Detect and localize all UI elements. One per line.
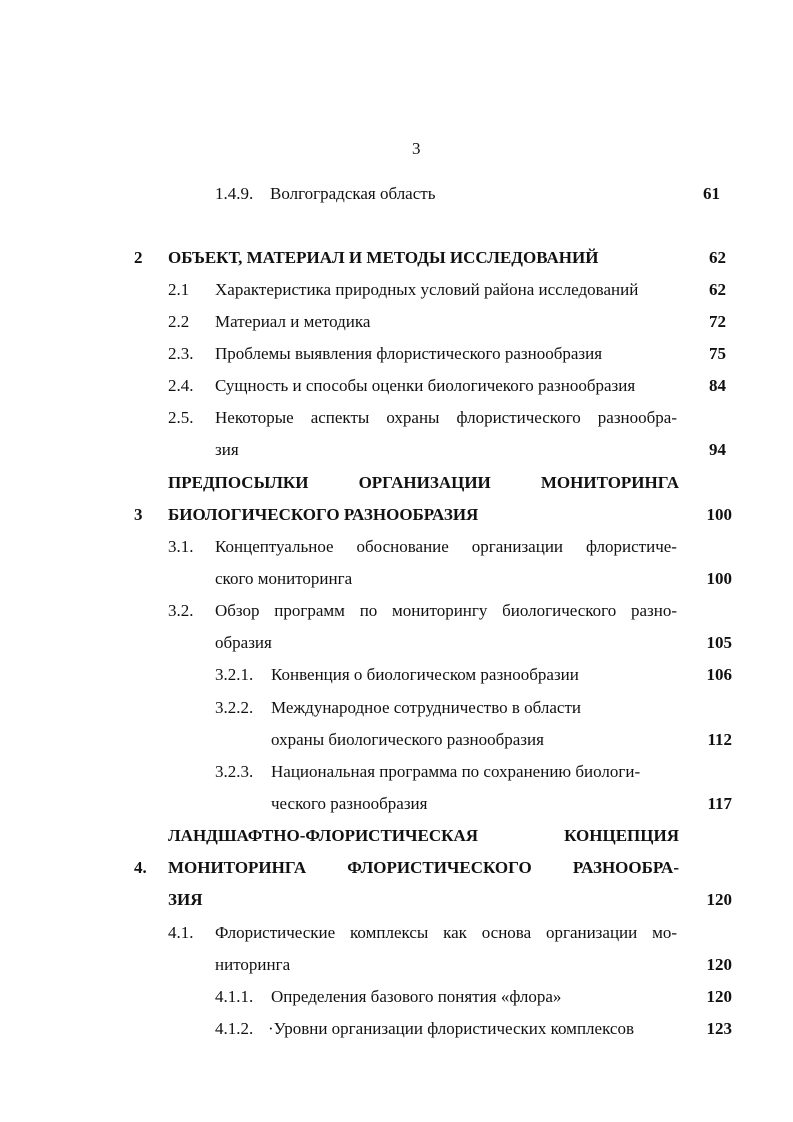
entry-title-line-1: Международное сотрудничество в области: [271, 698, 582, 717]
entry-page: 72: [709, 312, 726, 331]
entry-page: 84: [709, 376, 726, 395]
entry-page: 117: [707, 794, 732, 813]
chapter-page: 100: [706, 505, 732, 524]
chapter-page: 62: [709, 248, 726, 267]
entry-number: 1.4.9.: [215, 184, 254, 203]
entry-page: 112: [707, 730, 732, 749]
entry-page: 75: [709, 344, 726, 363]
entry-page: 120: [706, 955, 732, 974]
entry-number: 3.1.: [168, 537, 194, 556]
word: ОРГАНИЗАЦИИ: [358, 473, 491, 492]
word: Флористические: [215, 923, 336, 942]
entry-page: 94: [709, 440, 726, 459]
entry-title-line-2: охраны биологического разнообразия: [271, 730, 544, 749]
word: разнообра-: [597, 408, 677, 427]
entry-page: 61: [703, 184, 720, 203]
entry-title: Материал и методика: [215, 312, 371, 331]
entry-title: Конвенция о биологическом разнообразии: [271, 665, 579, 684]
entry-title-line-1: [215, 407, 677, 429]
entry-number: 4.1.: [168, 923, 194, 942]
word: охраны: [386, 408, 440, 427]
entry-number: 2.5.: [168, 408, 194, 427]
entry-number: 4.1.1.: [215, 987, 254, 1006]
entry-number: 3.2.1.: [215, 665, 254, 684]
word: Обзор: [215, 601, 260, 620]
word: флористиче-: [585, 537, 677, 556]
entry-page: 123: [706, 1019, 732, 1038]
word: мониторингу: [392, 601, 488, 620]
chapter-number: 2: [134, 248, 143, 267]
word: по: [359, 601, 378, 620]
word: КОНЦЕПЦИЯ: [564, 826, 679, 845]
word: основа: [481, 923, 532, 942]
word: ПРЕДПОСЫЛКИ: [168, 473, 309, 492]
entry-number: 2.3.: [168, 344, 194, 363]
word: РАЗНООБРА-: [572, 858, 679, 877]
entry-page: 120: [706, 987, 732, 1006]
entry-title-line-2: ческого разнообразия: [271, 794, 428, 813]
entry-title-line-1: Национальная программа по сохранению биологи-: [271, 762, 641, 781]
word: ФЛОРИСТИЧЕСКОГО: [347, 858, 532, 877]
word: комплексы: [350, 923, 429, 942]
chapter-title-line-1: [168, 825, 679, 847]
chapter-title: ОБЪЕКТ, МАТЕРИАЛ И МЕТОДЫ ИССЛЕДОВАНИЙ: [168, 248, 599, 267]
entry-page: 106: [706, 665, 732, 684]
entry-title: Волгоградская область: [270, 184, 436, 203]
word: Концептуальное: [215, 537, 334, 556]
entry-title-line-1: [215, 600, 677, 622]
page-number: 3: [412, 139, 421, 158]
entry-title-line-2: зия: [215, 440, 239, 459]
word: Некоторые: [215, 408, 294, 427]
chapter-title-line-2: БИОЛОГИЧЕСКОГО РАЗНООБРАЗИЯ: [168, 505, 479, 524]
entry-title: ·Уровни организации флористических комплексов: [268, 1019, 634, 1038]
word: организации: [545, 923, 638, 942]
chapter-title-line-2: [168, 857, 679, 879]
entry-title-line-2: ского мониторинга: [215, 569, 353, 588]
entry-page: 100: [706, 569, 732, 588]
word: ЛАНДШАФТНО-ФЛОРИСТИЧЕСКАЯ: [168, 826, 478, 845]
entry-title-line-2: образия: [215, 633, 272, 652]
word: флористического: [456, 408, 581, 427]
word: организации: [471, 537, 564, 556]
word: программ: [274, 601, 345, 620]
entry-title: Определения базового понятия «флора»: [271, 987, 562, 1006]
word: МОНИТОРИНГА: [540, 473, 679, 492]
word: как: [443, 923, 467, 942]
word: обоснование: [356, 537, 449, 556]
entry-title: Характеристика природных условий района исследований: [215, 280, 639, 299]
word: аспекты: [310, 408, 370, 427]
entry-number: 3.2.2.: [215, 698, 254, 717]
entry-title-line-1: [215, 536, 677, 558]
chapter-number: 3: [134, 505, 143, 524]
chapter-title-line-1: [168, 472, 679, 494]
entry-title: Проблемы выявления флористического разнообразия: [215, 344, 603, 363]
chapter-title-line-3: ЗИЯ: [168, 890, 203, 909]
entry-title: Сущность и способы оценки биологичекого разнообразия: [215, 376, 636, 395]
word: биологического: [502, 601, 617, 620]
entry-number: 3.2.: [168, 601, 194, 620]
entry-page: 62: [709, 280, 726, 299]
entry-number: 2.4.: [168, 376, 194, 395]
word: мо-: [652, 923, 677, 942]
chapter-number: 4.: [134, 858, 147, 877]
entry-title-line-1: [215, 922, 677, 944]
entry-number: 3.2.3.: [215, 762, 254, 781]
word: разно-: [630, 601, 677, 620]
chapter-page: 120: [706, 890, 732, 909]
entry-page: 105: [706, 633, 732, 652]
entry-number: 2.1: [168, 280, 190, 299]
entry-title-line-2: ниторинга: [215, 955, 291, 974]
word: МОНИТОРИНГА: [168, 858, 307, 877]
entry-number: 2.2: [168, 312, 190, 331]
entry-number: 4.1.2.: [215, 1019, 254, 1038]
